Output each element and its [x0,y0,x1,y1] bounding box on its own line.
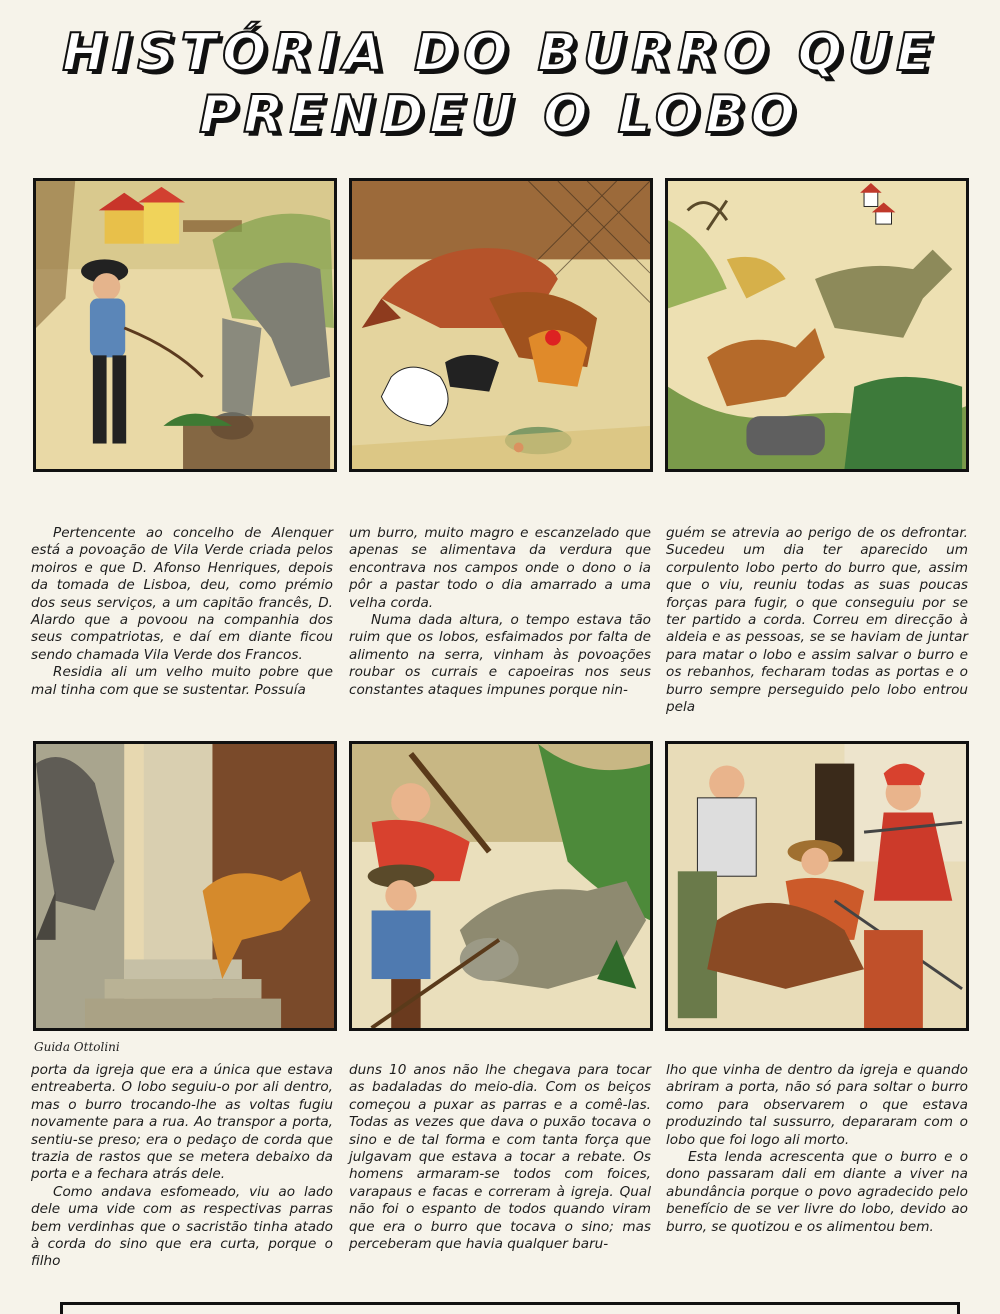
title-line-2: PRENDEU O LOBO [199,85,801,145]
text-column-lower-2 [349,1062,651,1253]
page-title [0,22,1000,146]
panel-wolf-chases-donkey [665,178,969,472]
paragraph: um burro, muito magro e escanzelado que apenas se alimentava da verdura que encontrava nos campos onde o dono o ia pôr a pastar todo o dia amarrado a uma velha corda. [349,525,651,611]
panel-old-man-with-donkey [33,178,337,472]
text-column-lower-3 [666,1062,968,1236]
paragraph: guém se atrevia ao perigo de os defrontar. Sucedeu um dia ter aparecido um corpulento lobo perto do burro que, assim que o viu, reuniu todas as suas poucas forças para fugir, o que conseguiu por se ter partido a corda. Correu em direcção à aldeia e as pessoas, se se haviam de juntar para matar o lobo e assim salvar o burro e os rebanhos, fecharam todas as portas e o burro sempre perseguido pelo lobo entrou pela [666,525,968,716]
paragraph: duns 10 anos não lhe chegava para tocar as badaladas do meio-dia. Com os beiços começou a puxar as parras e a comê-las. Todas as vezes que dava o puxão tocava o sino e de tal forma e com tanta força que julgavam que estava a tocar a rebate. Os homens armaram-se todos com foices, varapaus e facas e correram à igreja. Qual não foi o espanto de todos quando viram que era o burro que tocava o sino; mas perceberam que havia qualquer baru- [349,1062,651,1253]
bottom-frame-edge [60,1302,960,1314]
illustration-old-man-donkey [36,181,334,469]
paragraph: Esta lenda acrescenta que o burro e o dono passaram dali em diante a viver na abundância porque o povo agradecido pelo benefício de se ver livre do lobo, devido ao burro, se quotizou e os alimentou bem. [666,1149,968,1235]
paragraph: Numa dada altura, o tempo estava tão ruim que os lobos, esfaimados por falta de alimento na serra, vinham às povoações roubar os currais e capoeiras nos seus constantes ataques impunes porque nin- [349,612,651,698]
illustration-wolves-henhouse [352,181,650,469]
paragraph: porta da igreja que era a única que estava entreaberta. O lobo seguiu-o por ali dentro, mas o burro trocando-lhe as voltas fugiu novamente para a rua. Ao transpor a porta, sentiu-se preso; era o pedaço de corda que trazia de rastos que se metera debaixo da porta e a fechara atrás dele. [31,1062,333,1183]
panel-men-with-sticks [349,741,653,1031]
text-column-upper-3 [666,525,968,716]
illustration-wolf-chasing-donkey [668,181,966,469]
text-column-upper-1 [31,525,333,699]
text-column-upper-2 [349,525,651,699]
panel-wolves-attack-henhouse [349,178,653,472]
panel-villagers-kill-wolf [665,741,969,1031]
paragraph: lho que vinha de dentro da igreja e quando abriram a porta, não só para soltar o burro como para observarem o que estava produzindo tal sussurro, depararam com o lobo que foi logo ali morto. [666,1062,968,1148]
illustration-church-door [36,744,334,1028]
text-column-lower-1 [31,1062,333,1271]
artist-signature: Guida Ottolini [34,1040,120,1054]
paragraph: Residia ali um velho muito pobre que mal tinha com que se sustentar. Possuía [31,664,333,698]
illustration-villagers-wolf [668,744,966,1028]
paragraph: Pertencente ao concelho de Alenquer está a povoação de Vila Verde criada pelos moiros e que D. Afonso Henriques, depois da tomada de Lisboa, deu, como prémio dos seus serviços, a um capitão francês, D. Alardo que a povoou na companhia dos seus compatriotas, e daí em diante ficou sendo chamada Vila Verde dos Francos. [31,525,333,663]
illustration-men-with-sticks [352,744,650,1028]
panel-donkey-enters-church [33,741,337,1031]
paragraph: Como andava esfomeado, viu ao lado dele uma vide com as respectivas parras bem verdinhas que o sacristão tinha atado à corda do sino que era curta, porque o filho [31,1183,333,1270]
title-line-1: HISTÓRIA DO BURRO QUE [62,23,938,83]
